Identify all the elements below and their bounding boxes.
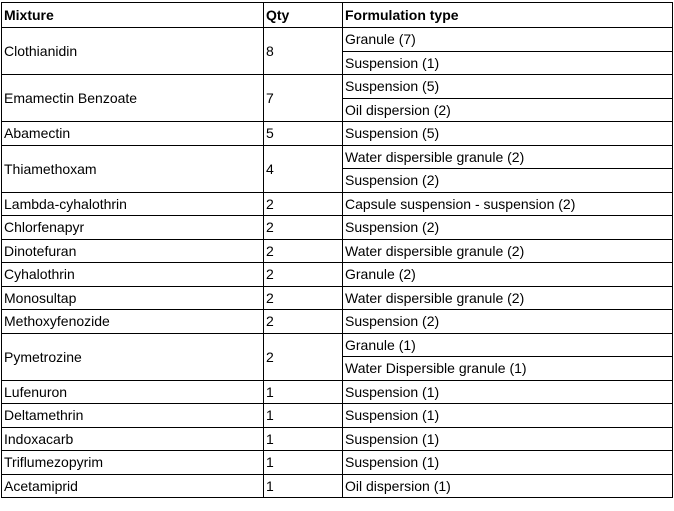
table-row — [2, 333, 673, 357]
formulation-cell: Water Dispersible granule (1) — [343, 357, 673, 381]
header-mixture: Mixture — [2, 3, 264, 28]
formulation-cell: Suspension (2) — [343, 310, 673, 334]
formulation-cell: Suspension (5) — [343, 122, 673, 146]
table-row — [2, 145, 673, 169]
formulation-cell: Suspension (2) — [343, 169, 673, 193]
qty-cell: 1 — [264, 427, 343, 451]
mixture-cell: Lufenuron — [2, 380, 264, 404]
formulation-cell: Water dispersible granule (2) — [343, 239, 673, 263]
qty-cell: 1 — [264, 380, 343, 404]
formulation-cell: Suspension (1) — [343, 427, 673, 451]
table-row — [2, 216, 673, 240]
table-body — [2, 28, 673, 498]
formulation-cell: Suspension (1) — [343, 451, 673, 475]
table-row — [2, 404, 673, 428]
table-row — [2, 427, 673, 451]
mixture-cell: Clothianidin — [2, 28, 264, 75]
formulation-cell: Capsule suspension - suspension (2) — [343, 192, 673, 216]
mixture-cell: Abamectin — [2, 122, 264, 146]
mixture-table — [1, 2, 673, 498]
header-qty: Qty — [264, 3, 343, 28]
formulation-cell: Oil dispersion (2) — [343, 98, 673, 122]
mixture-cell: Dinotefuran — [2, 239, 264, 263]
mixture-cell: Thiamethoxam — [2, 145, 264, 192]
table-row — [2, 192, 673, 216]
formulation-cell: Suspension (5) — [343, 75, 673, 99]
table-row — [2, 474, 673, 498]
qty-cell: 2 — [264, 310, 343, 334]
table-row — [2, 239, 673, 263]
formulation-cell: Suspension (2) — [343, 216, 673, 240]
table-row — [2, 28, 673, 52]
qty-cell: 5 — [264, 122, 343, 146]
formulation-cell: Oil dispersion (1) — [343, 474, 673, 498]
mixture-cell: Acetamiprid — [2, 474, 264, 498]
qty-cell: 7 — [264, 75, 343, 122]
mixture-cell: Lambda-cyhalothrin — [2, 192, 264, 216]
qty-cell: 1 — [264, 451, 343, 475]
qty-cell: 2 — [264, 216, 343, 240]
formulation-cell: Granule (2) — [343, 263, 673, 287]
mixture-cell: Methoxyfenozide — [2, 310, 264, 334]
qty-cell: 2 — [264, 286, 343, 310]
qty-cell: 2 — [264, 239, 343, 263]
qty-cell: 2 — [264, 192, 343, 216]
mixture-cell: Chlorfenapyr — [2, 216, 264, 240]
mixture-cell: Deltamethrin — [2, 404, 264, 428]
table-row — [2, 286, 673, 310]
table-row — [2, 380, 673, 404]
formulation-cell: Water dispersible granule (2) — [343, 286, 673, 310]
qty-cell: 4 — [264, 145, 343, 192]
qty-cell: 1 — [264, 474, 343, 498]
table-row — [2, 451, 673, 475]
formulation-cell: Suspension (1) — [343, 404, 673, 428]
mixture-cell: Triflumezopyrim — [2, 451, 264, 475]
qty-cell: 2 — [264, 333, 343, 380]
mixture-cell: Emamectin Benzoate — [2, 75, 264, 122]
qty-cell: 2 — [264, 263, 343, 287]
table-row — [2, 263, 673, 287]
mixture-cell: Monosultap — [2, 286, 264, 310]
formulation-cell: Granule (7) — [343, 28, 673, 52]
mixture-cell: Indoxacarb — [2, 427, 264, 451]
formulation-cell: Granule (1) — [343, 333, 673, 357]
table-row — [2, 122, 673, 146]
mixture-cell: Pymetrozine — [2, 333, 264, 380]
formulation-cell: Water dispersible granule (2) — [343, 145, 673, 169]
mixture-cell: Cyhalothrin — [2, 263, 264, 287]
table-row — [2, 310, 673, 334]
header-formulation-type: Formulation type — [343, 3, 673, 28]
qty-cell: 8 — [264, 28, 343, 75]
qty-cell: 1 — [264, 404, 343, 428]
formulation-cell: Suspension (1) — [343, 380, 673, 404]
header-row — [2, 3, 673, 28]
formulation-cell: Suspension (1) — [343, 51, 673, 75]
table-row — [2, 75, 673, 99]
